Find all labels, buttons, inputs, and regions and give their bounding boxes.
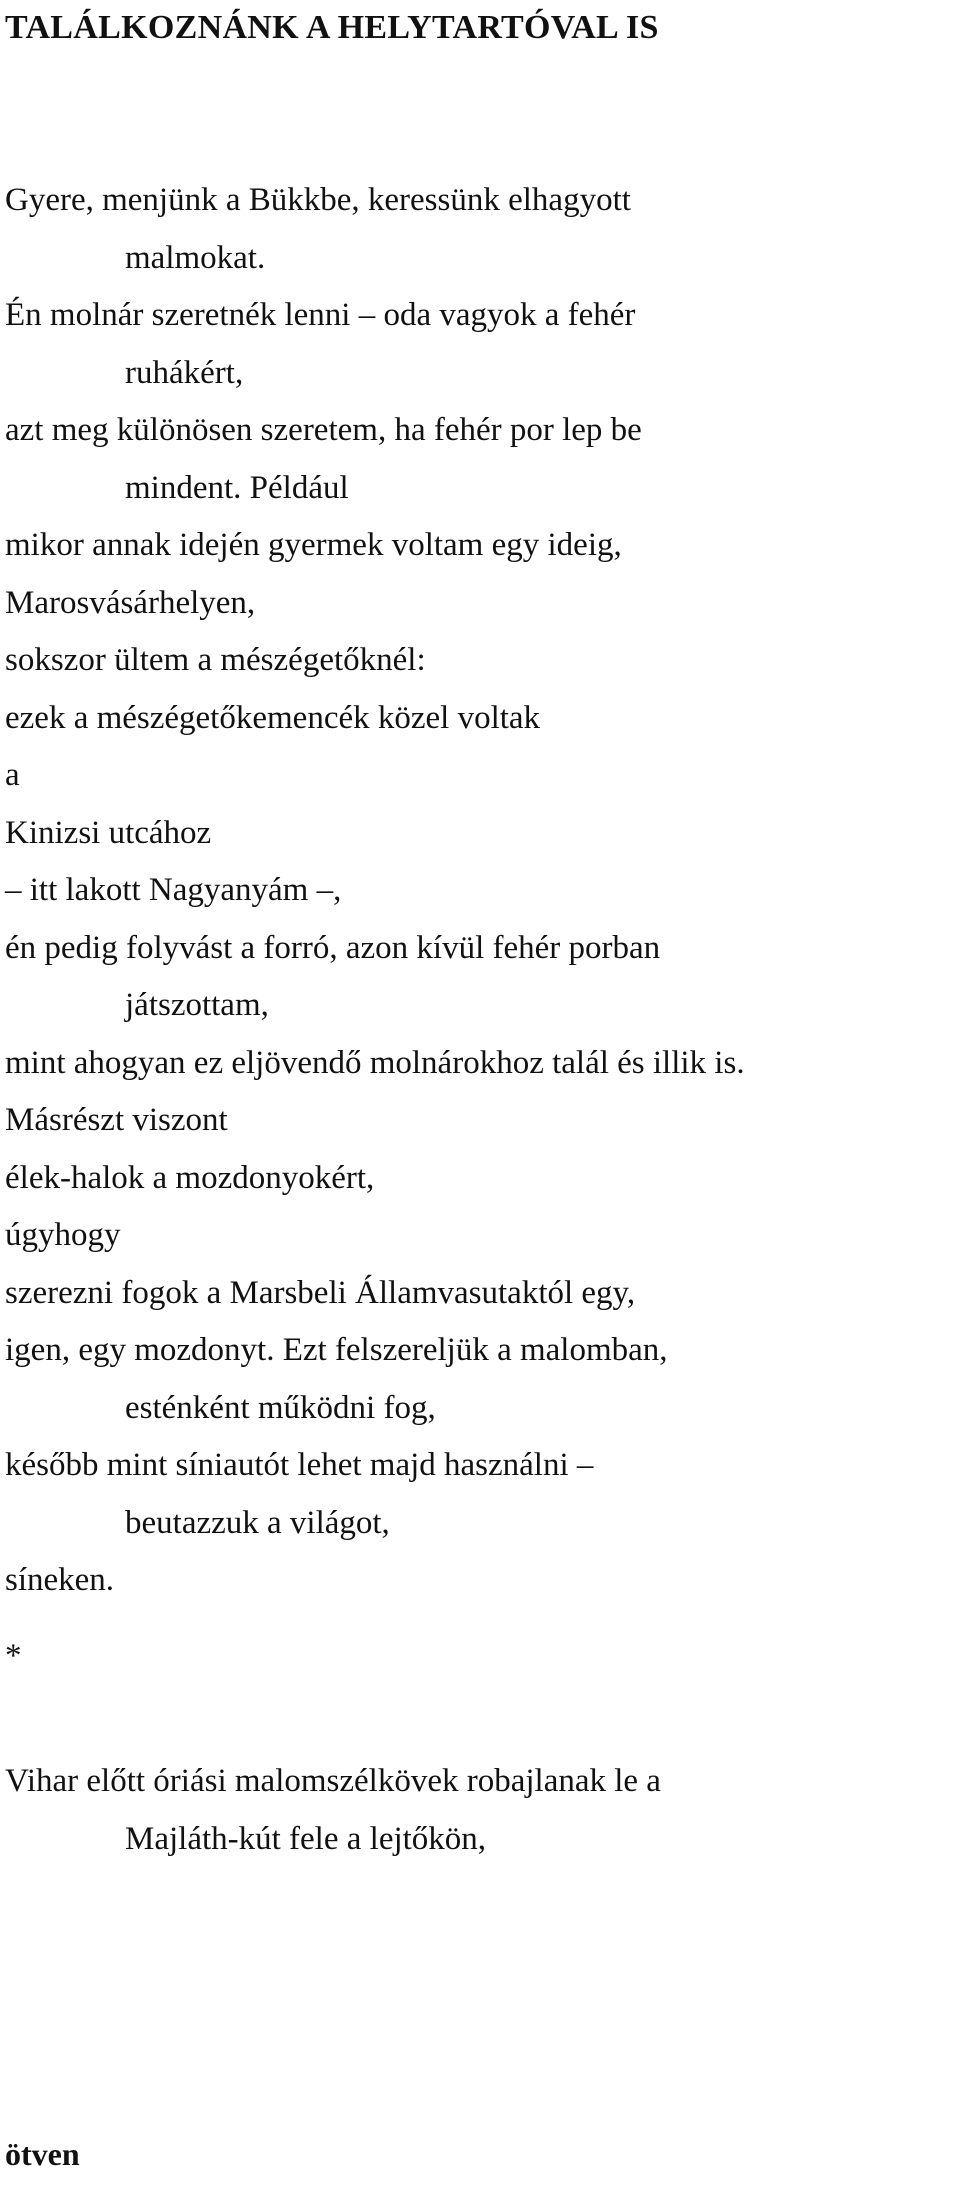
poem-line: Majláth-kút fele a lejtőkön, <box>125 1820 487 1857</box>
page-number: ötven <box>5 2136 80 2172</box>
poem-line: sokszor ültem a mészégetőknél: <box>5 642 426 678</box>
poem-line: esténként működni fog, <box>125 1389 436 1426</box>
poem-line: síneken. <box>5 1562 115 1598</box>
stanza-1 <box>5 172 955 1610</box>
poem-line: a <box>5 757 20 793</box>
poem-line: beutazzuk a világot, <box>125 1504 390 1541</box>
poem-line: később mint síniautót lehet majd használni – <box>5 1447 594 1483</box>
poem-line: Én molnár szeretnék lenni – oda vagyok a fehér <box>5 297 636 333</box>
poem-line: igen, egy mozdonyt. Ezt felszereljük a malomban, <box>5 1332 668 1368</box>
poem-line: Másrészt viszont <box>5 1102 228 1138</box>
poem-line: élek-halok a mozdonyokért, <box>5 1159 375 1196</box>
poem-line: Kinizsi utcához <box>5 814 212 851</box>
poem-line: mikor annak idején gyermek voltam egy ideig, <box>5 527 622 563</box>
poem-line: malmokat. <box>125 239 266 276</box>
poem-line: Vihar előtt óriási malomszélkövek robajlanak le a <box>5 1763 661 1799</box>
poem-line: azt meg különösen szeretem, ha fehér por lep be <box>5 412 642 448</box>
stanza-2 <box>5 1753 955 1868</box>
poem-line: Marosvásárhelyen, <box>5 584 256 621</box>
poem-title: TALÁLKOZNÁNK A HELYTARTÓVAL IS <box>5 9 659 46</box>
poem-line: Gyere, menjünk a Bükkbe, keressünk elhagyott <box>5 182 631 218</box>
poem-line: szerezni fogok a Marsbeli Államvasutaktól egy, <box>5 1274 636 1311</box>
stanza-separator: * <box>5 1638 22 1674</box>
poem-line: ezek a mészégetőkemencék közel voltak <box>5 699 541 736</box>
poem-line: én pedig folyvást a forró, azon kívül fehér porban <box>5 929 661 966</box>
poem-line: – itt lakott Nagyanyám –, <box>5 872 342 908</box>
poem-line: úgyhogy <box>5 1217 121 1253</box>
poem-line: ruhákért, <box>125 354 244 391</box>
poem-line: mint ahogyan ez eljövendő molnárokhoz talál és illik is. <box>5 1044 745 1081</box>
poem-line: játszottam, <box>125 987 269 1023</box>
poem-line: mindent. Például <box>125 469 349 506</box>
